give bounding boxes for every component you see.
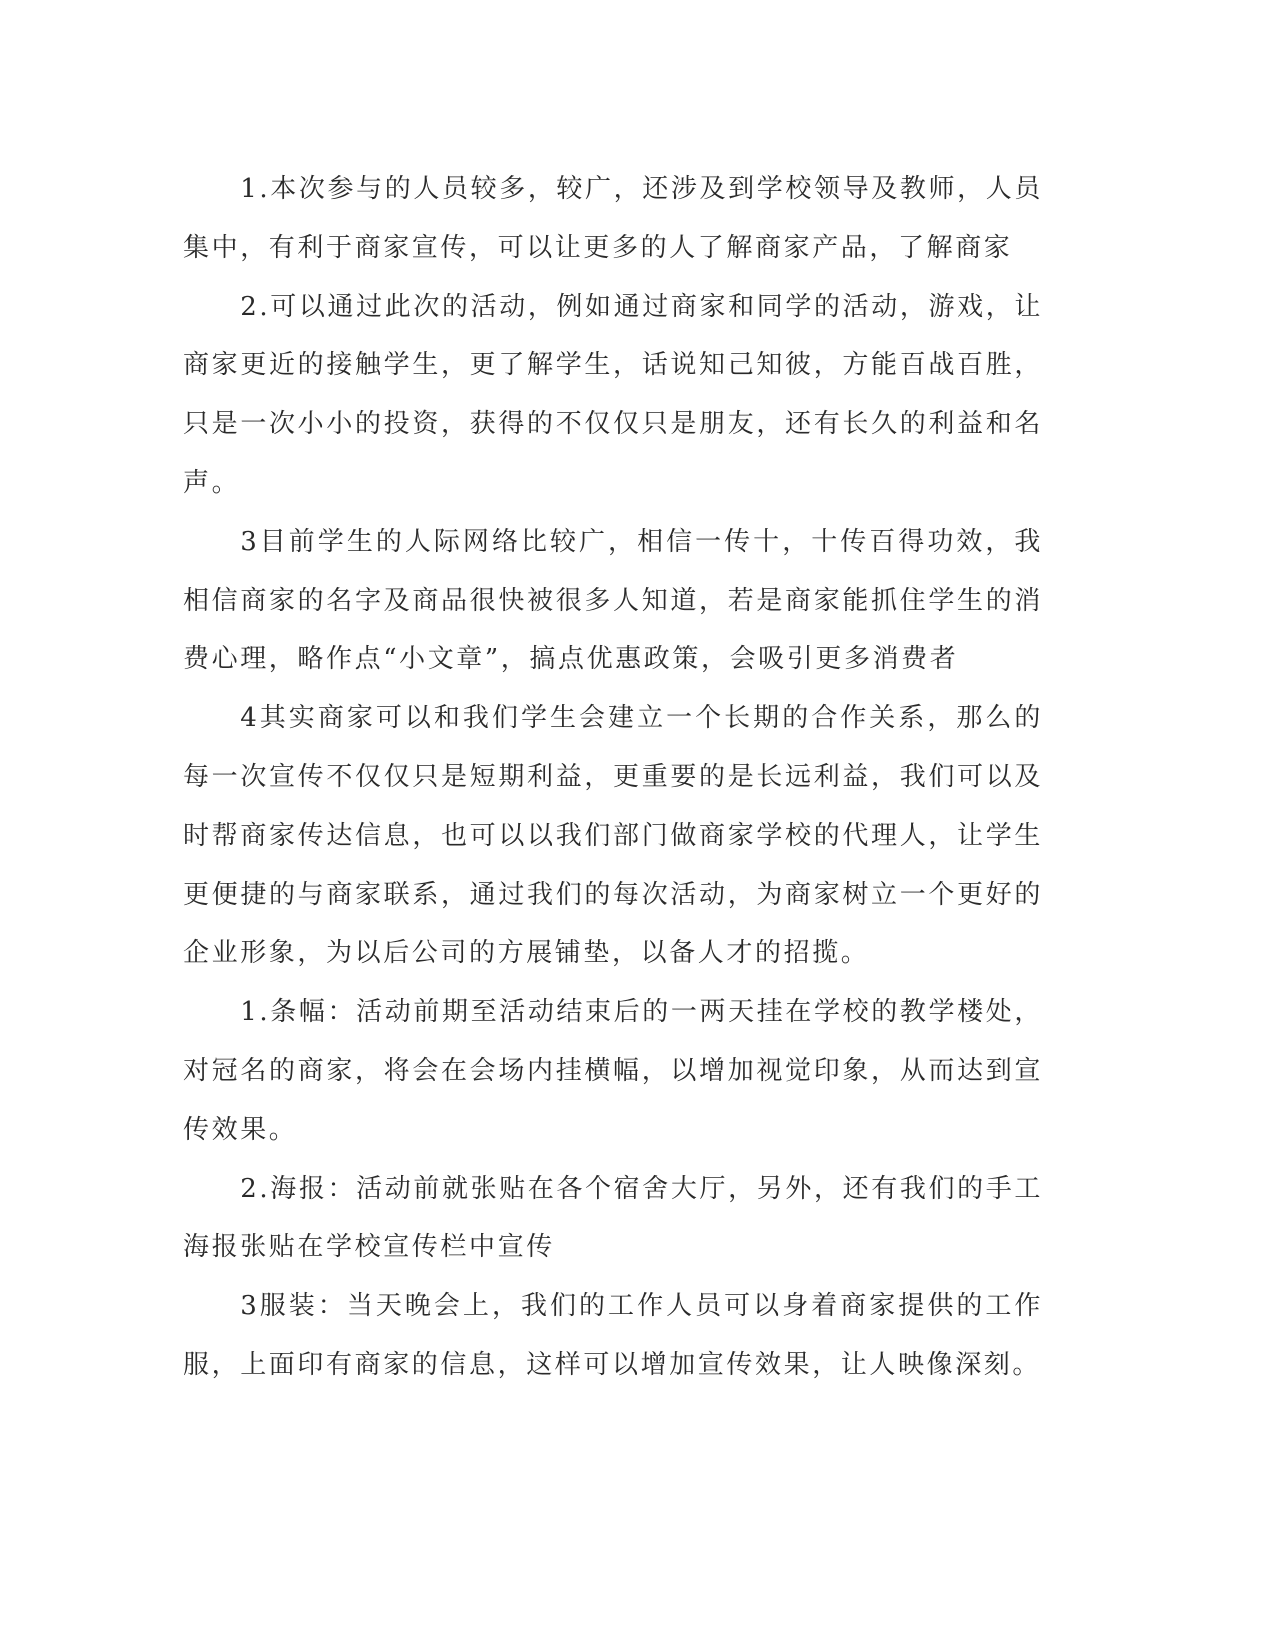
paragraph-2: 2.可以通过此次的活动，例如通过商家和同学的活动，游戏，让商家更近的接触学生，更了解学生，话说知己知彼，方能百战百胜，只是一次小小的投资，获得的不仅仅只是朋友，还有长久的利益和名声。 (183, 291, 1043, 498)
paragraph-5: 1.条幅：活动前期至活动结束后的一两天挂在学校的教学楼处，对冠名的商家，将会在会场内挂横幅，以增加视觉印象，从而达到宣传效果。 (183, 997, 1043, 1145)
paragraph-7: 3服装：当天晚会上，我们的工作人员可以身着商家提供的工作服，上面印有商家的信息，这样可以增加宣传效果，让人映像深刻。 (183, 1291, 1043, 1380)
paragraph-4: 4其实商家可以和我们学生会建立一个长期的合作关系，那么的每一次宣传不仅仅只是短期利益，更重要的是长远利益，我们可以及时帮商家传达信息，也可以以我们部门做商家学校的代理人，让学生更便捷的与商家联系，通过我们的每次活动，为商家树立一个更好的企业形象，为以后公司的方展铺垫，以备人才的招揽。 (183, 703, 1043, 969)
paragraph-6: 2.海报：活动前就张贴在各个宿舍大厅，另外，还有我们的手工海报张贴在学校宣传栏中宣传 (183, 1173, 1043, 1263)
paragraph-1: 1.本次参与的人员较多，较广，还涉及到学校领导及教师，人员集中，有利于商家宣传，可以让更多的人了解商家产品，了解商家 (183, 174, 1043, 263)
paragraph-3: 3目前学生的人际网络比较广，相信一传十，十传百得功效，我相信商家的名字及商品很快被很多人知道，若是商家能抓住学生的消费心理，略作点“小文章”，搞点优惠政策，会吸引更多消费者 (183, 526, 1043, 675)
document-body (183, 160, 1043, 1395)
